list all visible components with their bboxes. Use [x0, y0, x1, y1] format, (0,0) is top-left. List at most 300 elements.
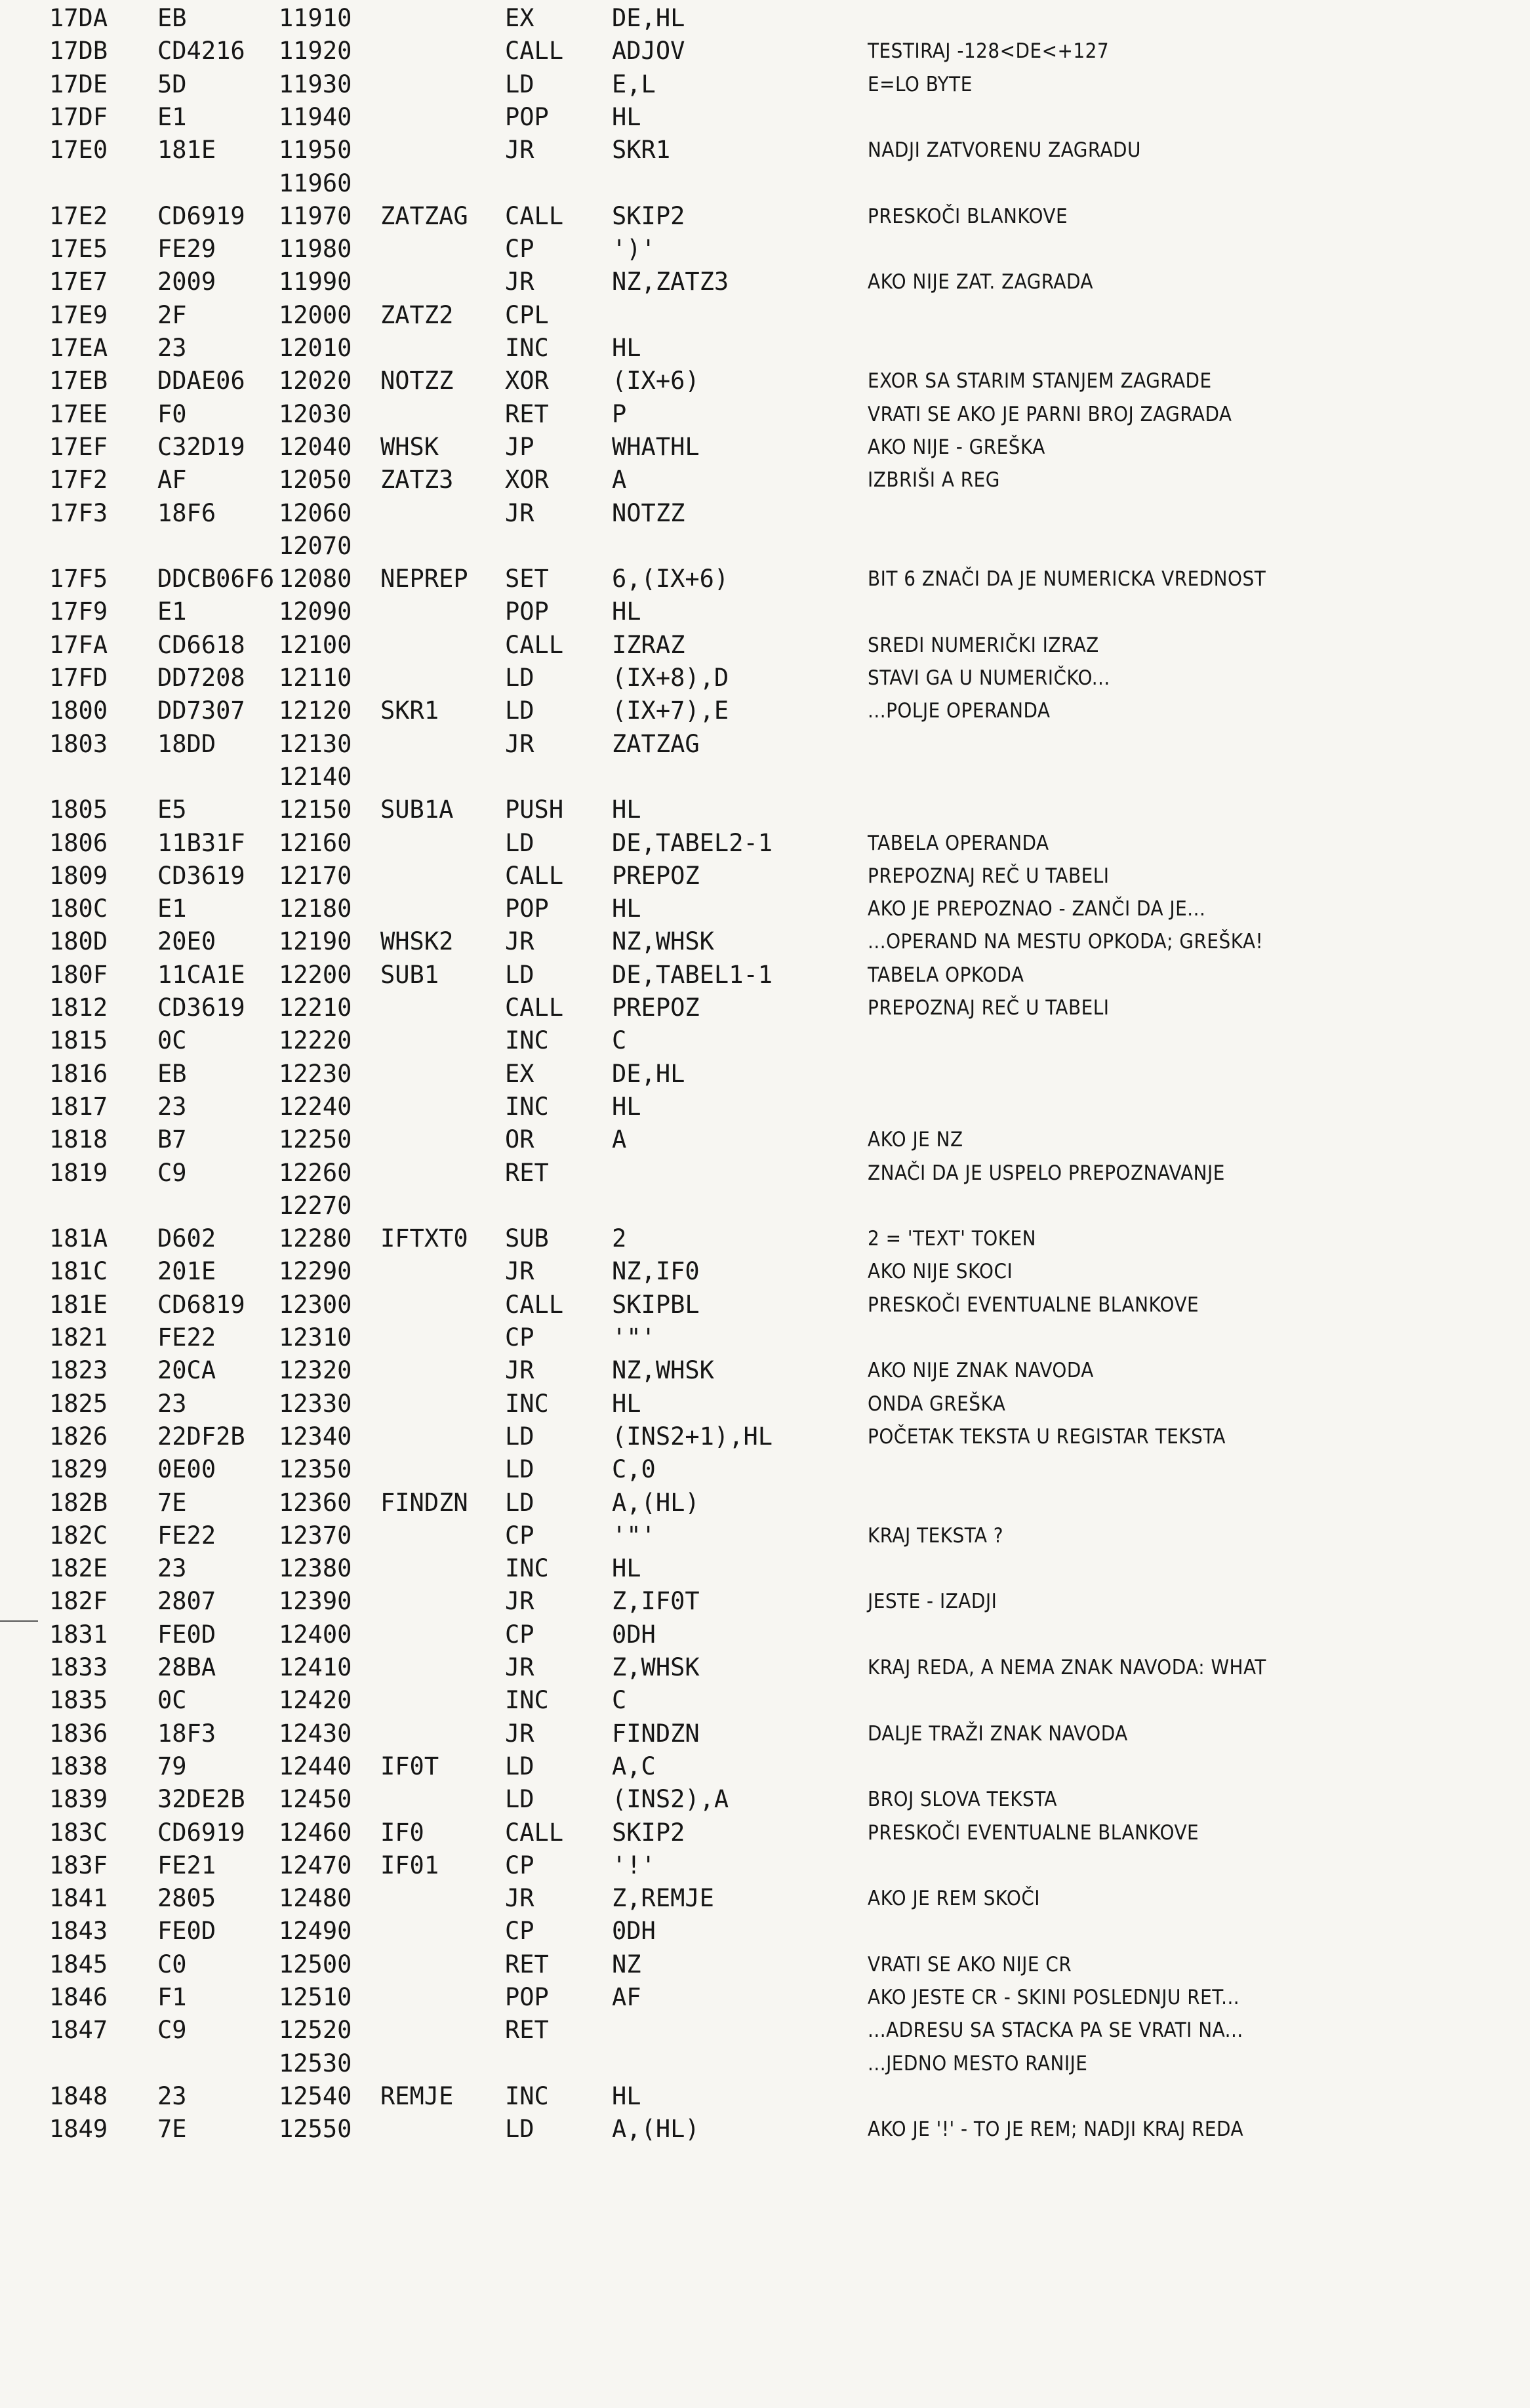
listing-row	[0, 1849, 1530, 1882]
address: 17E5	[49, 235, 108, 264]
listing-row	[0, 860, 1530, 893]
line-number: 12450	[279, 1785, 352, 1814]
machine-code: CD6919	[157, 201, 245, 230]
mnemonic: JR	[505, 1884, 534, 1913]
machine-code: F0	[157, 399, 187, 428]
comment: ONDA GREŠKA	[868, 1392, 1006, 1416]
comment: ...ADRESU SA STACKA PA SE VRATI NA...	[868, 2018, 1243, 2043]
operand: PREPOZ	[612, 993, 700, 1022]
line-number: 12110	[279, 664, 352, 692]
machine-code: AF	[157, 466, 187, 494]
address: 180C	[49, 894, 108, 923]
label: REMJE	[380, 2081, 454, 2110]
machine-code: 11CA1E	[157, 960, 245, 989]
machine-code: CD3619	[157, 861, 245, 890]
mnemonic: OR	[505, 1125, 534, 1154]
listing-row	[0, 761, 1530, 793]
machine-code: 2805	[157, 1884, 216, 1913]
address: 17EE	[49, 399, 108, 428]
label: ZATZ2	[380, 300, 454, 329]
operand: NOTZZ	[612, 498, 685, 527]
comment: STAVI GA U NUMERIČKO...	[868, 666, 1110, 690]
comment: KRAJ TEKSTA ?	[868, 1523, 1004, 1548]
mnemonic: CPL	[505, 300, 549, 329]
listing-row	[0, 1190, 1530, 1222]
mnemonic: JR	[505, 1719, 534, 1748]
comment: AKO JE PREPOZNAO - ZANČI DA JE...	[868, 897, 1206, 921]
label: IF01	[380, 1851, 439, 1879]
operand: (INS2),A	[612, 1785, 729, 1814]
machine-code: EB	[157, 1059, 187, 1088]
mnemonic: EX	[505, 1059, 534, 1088]
listing-row	[0, 464, 1530, 496]
address: 1829	[49, 1455, 108, 1484]
line-number: 12500	[279, 1950, 352, 1978]
operand: SKIPBL	[612, 1290, 700, 1319]
comment: PREPOZNAJ REČ U TABELI	[868, 864, 1110, 888]
address: 1803	[49, 729, 108, 758]
line-number: 12410	[279, 1653, 352, 1681]
mnemonic: JR	[505, 1356, 534, 1385]
address: 1831	[49, 1620, 108, 1649]
listing-row	[0, 1816, 1530, 1849]
address: 17EA	[49, 334, 108, 362]
comment: TESTIRAJ -128<DE<+127	[868, 39, 1110, 64]
label: SUB1	[380, 960, 439, 989]
listing-row	[0, 1684, 1530, 1717]
address: 1836	[49, 1719, 108, 1748]
operand: Z,IF0T	[612, 1587, 700, 1616]
listing-row	[0, 299, 1530, 332]
address: 1805	[49, 795, 108, 824]
machine-code: CD6919	[157, 1818, 245, 1847]
comment: ...OPERAND NA MESTU OPKODA; GREŠKA!	[868, 930, 1264, 954]
address: 183F	[49, 1851, 108, 1879]
label: SKR1	[380, 696, 439, 725]
mnemonic: INC	[505, 1389, 549, 1418]
listing-row	[0, 595, 1530, 628]
machine-code: 28BA	[157, 1653, 216, 1681]
listing-row	[0, 101, 1530, 134]
label: ZATZAG	[380, 201, 468, 230]
line-number: 12470	[279, 1851, 352, 1879]
machine-code: FE0D	[157, 1917, 216, 1946]
machine-code: 20E0	[157, 927, 216, 956]
operand: P	[612, 399, 627, 428]
listing-row	[0, 1915, 1530, 1948]
mnemonic: INC	[505, 1686, 549, 1715]
comment: 2 = 'TEXT' TOKEN	[868, 1227, 1036, 1251]
comment: AKO NIJE - GREŠKA	[868, 435, 1045, 459]
line-number: 12090	[279, 597, 352, 626]
address: 183C	[49, 1818, 108, 1847]
operand: C	[612, 1686, 627, 1715]
operand: IZRAZ	[612, 630, 685, 659]
machine-code: DDCB06F6	[157, 565, 275, 593]
machine-code: E1	[157, 597, 187, 626]
listing-row	[0, 1618, 1530, 1651]
mnemonic: JR	[505, 927, 534, 956]
address: 17FA	[49, 630, 108, 659]
label: FINDZN	[380, 1488, 468, 1517]
address: 181C	[49, 1257, 108, 1286]
comment: SREDI NUMERIČKI IZRAZ	[868, 633, 1099, 657]
address: 17FD	[49, 664, 108, 692]
operand: ADJOV	[612, 37, 685, 66]
comment: VRATI SE AKO NIJE CR	[868, 1952, 1072, 1977]
listing-row	[0, 1783, 1530, 1816]
machine-code: 181E	[157, 136, 216, 165]
listing-row	[0, 1123, 1530, 1156]
mnemonic: CP	[505, 1620, 534, 1649]
address: 1819	[49, 1158, 108, 1187]
line-number: 12040	[279, 432, 352, 461]
line-number: 12310	[279, 1323, 352, 1352]
comment: AKO NIJE SKOCI	[868, 1260, 1013, 1284]
machine-code: D602	[157, 1224, 216, 1253]
listing-row	[0, 1321, 1530, 1354]
mnemonic: INC	[505, 2081, 549, 2110]
listing-row	[0, 1717, 1530, 1750]
line-number: 12400	[279, 1620, 352, 1649]
operand: ZATZAG	[612, 729, 700, 758]
machine-code: 11B31F	[157, 828, 245, 857]
label: WHSK2	[380, 927, 454, 956]
comment: TABELA OPKODA	[868, 963, 1024, 987]
listing-row	[0, 35, 1530, 68]
address: 1849	[49, 2115, 108, 2144]
line-number: 12020	[279, 367, 352, 395]
address: 17DB	[49, 37, 108, 66]
line-number: 12320	[279, 1356, 352, 1385]
operand: DE,HL	[612, 1059, 685, 1088]
listing-row	[0, 200, 1530, 233]
line-number: 12490	[279, 1917, 352, 1946]
mnemonic: LD	[505, 1752, 534, 1780]
comment: PRESKOČI EVENTUALNE BLANKOVE	[868, 1293, 1199, 1317]
operand: NZ,WHSK	[612, 927, 714, 956]
listing-row	[0, 2047, 1530, 2080]
address: 1833	[49, 1653, 108, 1681]
address: 1812	[49, 993, 108, 1022]
comment: NADJI ZATVORENU ZAGRADU	[868, 138, 1141, 163]
address: 1841	[49, 1884, 108, 1913]
mnemonic: LD	[505, 960, 534, 989]
address: 17F9	[49, 597, 108, 626]
machine-code: 0E00	[157, 1455, 216, 1484]
machine-code: EB	[157, 4, 187, 32]
operand: NZ,IF0	[612, 1257, 700, 1286]
label: SUB1A	[380, 795, 454, 824]
comment: AKO NIJE ZAT. ZAGRADA	[868, 270, 1094, 294]
mnemonic: SUB	[505, 1224, 549, 1253]
line-number: 11950	[279, 136, 352, 165]
operand: NZ	[612, 1950, 641, 1978]
mnemonic: JR	[505, 268, 534, 296]
mnemonic: LD	[505, 696, 534, 725]
mnemonic: CALL	[505, 861, 564, 890]
comment: BROJ SLOVA TEKSTA	[868, 1788, 1057, 1812]
operand: FINDZN	[612, 1719, 700, 1748]
machine-code: 7E	[157, 1488, 187, 1517]
machine-code: 18F3	[157, 1719, 216, 1748]
machine-code: FE0D	[157, 1620, 216, 1649]
mnemonic: CALL	[505, 37, 564, 66]
mnemonic: CP	[505, 1521, 534, 1550]
listing-row	[0, 1487, 1530, 1519]
line-number: 12120	[279, 696, 352, 725]
machine-code: 22DF2B	[157, 1422, 245, 1451]
operand: WHATHL	[612, 432, 700, 461]
address: 17DA	[49, 4, 108, 32]
line-number: 12200	[279, 960, 352, 989]
margin-mark	[0, 1620, 38, 1622]
operand: C,0	[612, 1455, 656, 1484]
listing-row	[0, 1948, 1530, 1981]
operand: Z,REMJE	[612, 1884, 714, 1913]
mnemonic: JR	[505, 1587, 534, 1616]
machine-code: DD7208	[157, 664, 245, 692]
listing-row	[0, 2014, 1530, 2047]
comment: KRAJ REDA, A NEMA ZNAK NAVODA: WHAT	[868, 1656, 1266, 1679]
address: 17EB	[49, 367, 108, 395]
line-number: 12460	[279, 1818, 352, 1847]
machine-code: 79	[157, 1752, 187, 1780]
machine-code: 18DD	[157, 729, 216, 758]
listing-row	[0, 1024, 1530, 1057]
operand: HL	[612, 597, 641, 626]
mnemonic: CP	[505, 1851, 534, 1879]
address: 182B	[49, 1488, 108, 1517]
mnemonic: JR	[505, 498, 534, 527]
operand: SKIP2	[612, 201, 685, 230]
line-number: 12060	[279, 498, 352, 527]
label: WHSK	[380, 432, 439, 461]
comment: PRESKOČI BLANKOVE	[868, 204, 1068, 228]
line-number: 12080	[279, 565, 352, 593]
listing-row	[0, 728, 1530, 761]
listing-row	[0, 398, 1530, 431]
mnemonic: LD	[505, 2115, 534, 2144]
listing-row	[0, 992, 1530, 1024]
mnemonic: LD	[505, 1785, 534, 1814]
listing-row	[0, 2113, 1530, 2146]
comment: AKO NIJE ZNAK NAVODA	[868, 1359, 1094, 1383]
line-number: 11940	[279, 102, 352, 131]
operand: NZ,ZATZ3	[612, 268, 729, 296]
address: 17E7	[49, 268, 108, 296]
line-number: 12030	[279, 399, 352, 428]
comment: EXOR SA STARIM STANJEM ZAGRADE	[868, 369, 1212, 393]
label: IF0	[380, 1818, 424, 1847]
operand: 2	[612, 1224, 627, 1253]
operand: NZ,WHSK	[612, 1356, 714, 1385]
listing-row	[0, 2080, 1530, 2113]
comment: IZBRIŠI A REG	[868, 468, 1000, 492]
address: 17F5	[49, 565, 108, 593]
mnemonic: INC	[505, 1026, 549, 1055]
comment: AKO JE REM SKOČI	[868, 1887, 1041, 1911]
address: 1846	[49, 1983, 108, 2011]
comment: JESTE - IZADJI	[868, 1590, 997, 1614]
operand: A,(HL)	[612, 1488, 700, 1517]
mnemonic: RET	[505, 1950, 549, 1978]
machine-code: C0	[157, 1950, 187, 1978]
line-number: 12220	[279, 1026, 352, 1055]
mnemonic: CP	[505, 1323, 534, 1352]
listing-row	[0, 662, 1530, 694]
line-number: 11970	[279, 201, 352, 230]
address: 1809	[49, 861, 108, 890]
comment: POČETAK TEKSTA U REGISTAR TEKSTA	[868, 1424, 1226, 1449]
machine-code: B7	[157, 1125, 187, 1154]
machine-code: 2009	[157, 268, 216, 296]
line-number: 12370	[279, 1521, 352, 1550]
operand: HL	[612, 1554, 641, 1583]
mnemonic: RET	[505, 1158, 549, 1187]
machine-code: E5	[157, 795, 187, 824]
line-number: 12420	[279, 1686, 352, 1715]
operand: C	[612, 1026, 627, 1055]
line-number: 12330	[279, 1389, 352, 1418]
line-number: 11960	[279, 169, 352, 197]
line-number: 12180	[279, 894, 352, 923]
address: 1806	[49, 828, 108, 857]
mnemonic: LD	[505, 1455, 534, 1484]
line-number: 12140	[279, 762, 352, 791]
address: 1821	[49, 1323, 108, 1352]
operand: HL	[612, 1092, 641, 1121]
listing-row	[0, 431, 1530, 464]
operand: HL	[612, 1389, 641, 1418]
mnemonic: POP	[505, 102, 549, 131]
label: ZATZ3	[380, 466, 454, 494]
machine-code: CD3619	[157, 993, 245, 1022]
machine-code: 201E	[157, 1257, 216, 1286]
mnemonic: SET	[505, 565, 549, 593]
operand: HL	[612, 2081, 641, 2110]
operand: 0DH	[612, 1917, 656, 1946]
line-number: 12270	[279, 1191, 352, 1220]
comment: PRESKOČI EVENTUALNE BLANKOVE	[868, 1820, 1199, 1845]
operand: 6,(IX+6)	[612, 565, 729, 593]
mnemonic: POP	[505, 597, 549, 626]
operand: '"'	[612, 1323, 656, 1352]
address: 1818	[49, 1125, 108, 1154]
address: 182E	[49, 1554, 108, 1583]
comment: TABELA OPERANDA	[868, 831, 1049, 855]
listing-row	[0, 1157, 1530, 1190]
label: IF0T	[380, 1752, 439, 1780]
mnemonic: CP	[505, 1917, 534, 1946]
address: 17F3	[49, 498, 108, 527]
comment: PREPOZNAJ REČ U TABELI	[868, 996, 1110, 1020]
mnemonic: XOR	[505, 367, 549, 395]
address: 1816	[49, 1059, 108, 1088]
listing-row	[0, 925, 1530, 958]
mnemonic: PUSH	[505, 795, 564, 824]
machine-code: C9	[157, 2016, 187, 2045]
listing-row	[0, 1651, 1530, 1684]
line-number: 12350	[279, 1455, 352, 1484]
operand: ')'	[612, 235, 656, 264]
listing-row	[0, 959, 1530, 992]
machine-code: C9	[157, 1158, 187, 1187]
operand: DE,HL	[612, 4, 685, 32]
line-number: 12430	[279, 1719, 352, 1748]
address: 182F	[49, 1587, 108, 1616]
machine-code: CD6819	[157, 1290, 245, 1319]
listing-row	[0, 233, 1530, 266]
address: 17DE	[49, 70, 108, 98]
machine-code: 23	[157, 1554, 187, 1583]
listing-row	[0, 2, 1530, 35]
address: 1817	[49, 1092, 108, 1121]
line-number: 12380	[279, 1554, 352, 1583]
listing-row	[0, 1058, 1530, 1091]
line-number: 12210	[279, 993, 352, 1022]
comment: AKO JE '!' - TO JE REM; NADJI KRAJ REDA	[868, 2117, 1244, 2142]
comment: BIT 6 ZNAČI DA JE NUMERICKA VREDNOST	[868, 567, 1266, 592]
machine-code: 2807	[157, 1587, 216, 1616]
address: 1835	[49, 1686, 108, 1715]
address: 180F	[49, 960, 108, 989]
operand: A	[612, 466, 627, 494]
label: NOTZZ	[380, 367, 454, 395]
listing-row	[0, 893, 1530, 925]
comment: VRATI SE AKO JE PARNI BROJ ZAGRADA	[868, 402, 1232, 426]
mnemonic: JR	[505, 729, 534, 758]
address: 1823	[49, 1356, 108, 1385]
listing-row	[0, 167, 1530, 200]
listing-row	[0, 1354, 1530, 1387]
machine-code: E1	[157, 102, 187, 131]
machine-code: F1	[157, 1983, 187, 2011]
machine-code: 23	[157, 2081, 187, 2110]
machine-code: CD4216	[157, 37, 245, 66]
address: 180D	[49, 927, 108, 956]
listing-row	[0, 1585, 1530, 1618]
mnemonic: LD	[505, 70, 534, 98]
line-number: 12010	[279, 334, 352, 362]
listing-row	[0, 1255, 1530, 1288]
listing-row	[0, 365, 1530, 397]
listing-row	[0, 694, 1530, 727]
label: NEPREP	[380, 565, 468, 593]
line-number: 12290	[279, 1257, 352, 1286]
line-number: 12300	[279, 1290, 352, 1319]
line-number: 12440	[279, 1752, 352, 1780]
address: 181E	[49, 1290, 108, 1319]
listing-row	[0, 1750, 1530, 1783]
line-number: 12170	[279, 861, 352, 890]
listing-row	[0, 1222, 1530, 1255]
operand: (IX+8),D	[612, 664, 729, 692]
listing-row	[0, 629, 1530, 662]
operand: PREPOZ	[612, 861, 700, 890]
line-number: 12260	[279, 1158, 352, 1187]
mnemonic: JR	[505, 1653, 534, 1681]
listing-row	[0, 1552, 1530, 1585]
address: 17F2	[49, 466, 108, 494]
address: 1815	[49, 1026, 108, 1055]
listing-row	[0, 827, 1530, 860]
machine-code: DDAE06	[157, 367, 245, 395]
address: 1847	[49, 2016, 108, 2045]
operand: E,L	[612, 70, 656, 98]
machine-code: FE29	[157, 235, 216, 264]
line-number: 12000	[279, 300, 352, 329]
